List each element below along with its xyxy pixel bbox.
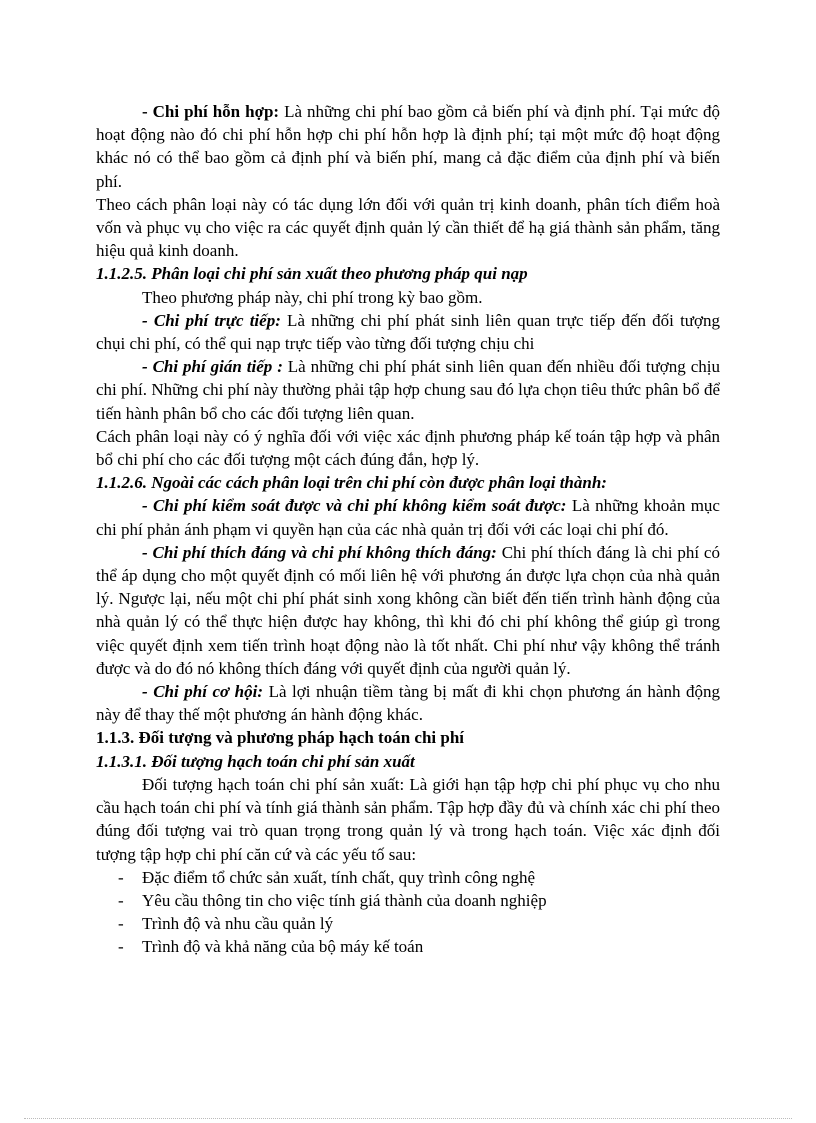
list-dash: - bbox=[118, 937, 124, 957]
paragraph-direct-cost bbox=[96, 309, 720, 355]
paragraph-text: Là những chi phí phát sinh liên quan trực tiếp đến đối tượng chụi chi phí, có thể qui nạp trực tiếp vào từng đối tượng chịu chi bbox=[96, 310, 720, 354]
paragraph-text: Là những chi phí bao gồm cả biến phí và định phí. Tại mức độ hoạt động nào đó chi phí hỗn hợp chi phí hỗn hợp là định phí; tại một mức độ hoạt động khác nó có thể bao gồm cả định phí và biến phí, mang cả đặc điểm của định phí và biến phí. bbox=[96, 102, 721, 191]
page-bottom-divider bbox=[24, 1118, 792, 1119]
paragraph-cost-object: Đối tượng hạch toán chi phí sản xuất: Là giới hạn tập hợp chi phí phục vụ cho nhu cầu hạch toán chi phí và tính giá thành sản phẩm. Tập hợp đầy đủ và chính xác chi phí theo đúng đối tượng vai trò quan trọng trong quản lý và trong hạch toán. Việc xác định đối tượng tập hợp chi phí căn cứ và các yếu tố sau: bbox=[96, 774, 720, 864]
paragraph-opportunity-cost bbox=[96, 680, 720, 726]
paragraph-indirect-cost bbox=[96, 355, 720, 425]
paragraph-classification-meaning: Cách phân loại này có ý nghĩa đối với việc xác định phương pháp kế toán tập hợp và phân bổ chi phí cho các đối tượng một cách đúng đắn, hợp lý. bbox=[96, 426, 720, 470]
list-item-text: Trình độ và nhu cầu quản lý bbox=[142, 914, 334, 934]
term-direct-cost: - Chi phí trực tiếp: bbox=[142, 310, 281, 330]
factor-list bbox=[96, 866, 720, 959]
paragraph-text: Là những chi phí phát sinh liên quan đến nhiều đối tượng chịu chi phí. Những chi phí này thường phải tập hợp chung sau đó lựa chọn tiêu thức phân bổ để tiến hành phân bổ cho các đối tượng liên quan. bbox=[96, 357, 721, 423]
term-opportunity-cost: - Chi phí cơ hội: bbox=[142, 682, 264, 702]
list-dash: - bbox=[118, 890, 124, 910]
term-mixed-cost: - Chi phí hỗn hợp: bbox=[142, 102, 280, 121]
paragraph-controllable-cost bbox=[96, 494, 720, 540]
paragraph-mixed-cost bbox=[96, 100, 720, 193]
list-item bbox=[96, 912, 720, 935]
list-item bbox=[96, 935, 720, 958]
list-dash: - bbox=[118, 914, 124, 934]
paragraph-method-intro: Theo phương pháp này, chi phí trong kỳ bao gồm. bbox=[142, 287, 483, 307]
list-item bbox=[96, 889, 720, 912]
heading-1-1-2-6: 1.1.2.6. Ngoài các cách phân loại trên chi phí còn được phân loại thành: bbox=[96, 473, 607, 493]
paragraph-relevant-cost bbox=[96, 541, 720, 680]
list-dash: - bbox=[118, 867, 124, 887]
term-relevant-cost: - Chi phí thích đáng và chi phí không thích đáng: bbox=[142, 542, 497, 562]
paragraph-text: Là lợi nhuận tiềm tàng bị mất đi khi chọn phương án hành động này để thay thế một phương án hành động khác. bbox=[96, 682, 720, 725]
paragraph-text: Chi phí thích đáng là chi phí có thể áp dụng cho một quyết định có mối liên hệ với phương án được lựa chọn của nhà quản lý. Ngược lại, nếu một chi phí phát sinh xong không cần biết đến tiến trình hành động của nhà quản lý có thể thực hiện được hay không, thì khi đó chi phí không thể giúp gì trong việc quyết định xem tiến trình hoạt động nào là tốt nhất. Chi phí như vậy không thể tránh được và do đó nó không thích đáng với quyết định của người quản lý. bbox=[96, 542, 720, 678]
heading-1-1-3: 1.1.3. Đối tượng và phương pháp hạch toán chi phí bbox=[96, 728, 464, 748]
term-indirect-cost: - Chi phí gián tiếp : bbox=[142, 357, 283, 377]
document-body bbox=[96, 100, 720, 959]
heading-1-1-3-1: 1.1.3.1. Đối tượng hạch toán chi phí sản xuất bbox=[96, 751, 415, 771]
list-item bbox=[96, 866, 720, 889]
paragraph-text: Là những khoản mục chi phí phản ánh phạm vi quyền hạn của các nhà quản trị đối với các loại chi phí đó. bbox=[96, 496, 720, 539]
term-controllable-cost: - Chi phí kiểm soát được và chi phí không kiểm soát được: bbox=[142, 496, 567, 516]
list-item-text: Yêu cầu thông tin cho việc tính giá thành của doanh nghiệp bbox=[142, 890, 547, 910]
heading-1-1-2-5: 1.1.2.5. Phân loại chi phí sản xuất theo phương pháp qui nạp bbox=[96, 264, 528, 284]
paragraph-classification-effect: Theo cách phân loại này có tác dụng lớn đối với quản trị kinh doanh, phân tích điểm hoà vốn và phục vụ cho việc ra các quyết định quản lý cần thiết để hạ giá thành sản phẩm, tăng hiệu quả kinh doanh. bbox=[96, 194, 720, 261]
list-item-text: Trình độ và khả năng của bộ máy kế toán bbox=[142, 937, 424, 957]
list-item-text: Đặc điểm tổ chức sản xuất, tính chất, quy trình công nghệ bbox=[142, 867, 536, 887]
